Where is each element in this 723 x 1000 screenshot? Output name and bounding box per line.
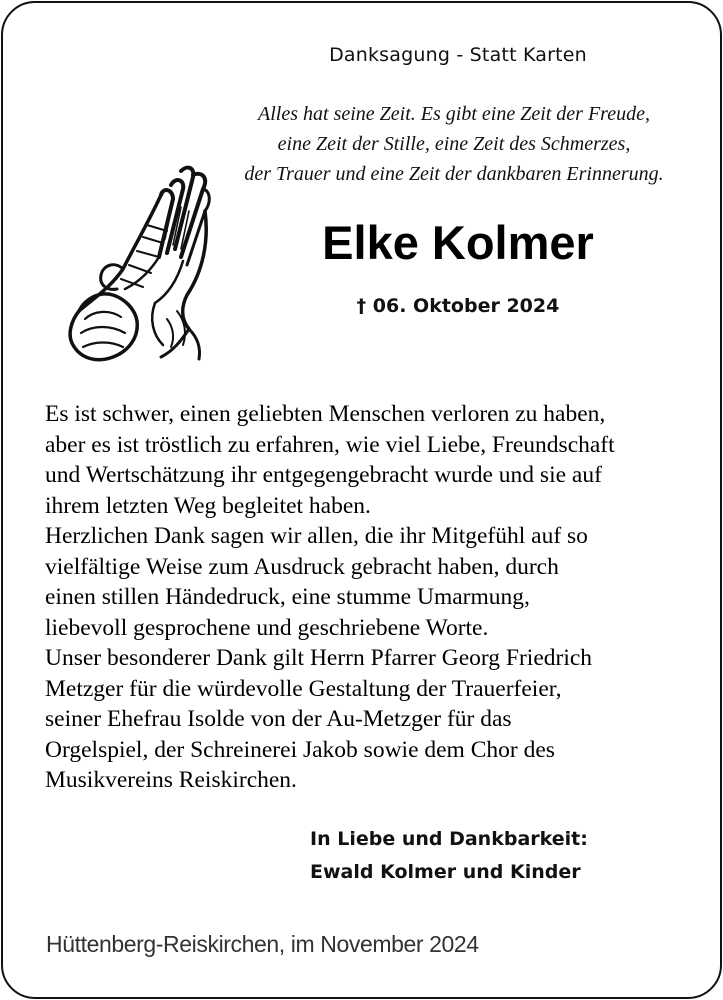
thank-you-text [45, 399, 705, 796]
praying-hands-icon [63, 161, 215, 367]
motto-line: eine Zeit der Stille, eine Zeit des Schmerzes, [277, 133, 631, 155]
body-line: Herzlichen Dank sagen wir allen, die ihr Mitgefühl auf so [45, 523, 588, 549]
body-line: Orgelspiel, der Schreinerei Jakob sowie dem Chor des [45, 736, 555, 763]
body-line: ihrem letzten Weg begleitet haben. [45, 492, 371, 519]
body-line: Metzger für die würdevolle Gestaltung der Trauerfeier, [45, 675, 562, 702]
place-date: Hüttenberg-Reiskirchen, im November 2024 [46, 931, 479, 957]
body-line: Es ist schwer, einen geliebten Menschen verloren zu haben, [45, 401, 606, 427]
body-line: liebevoll gesprochene und geschriebene Worte. [45, 614, 489, 641]
body-line: seiner Ehefrau Isolde von der Au-Metzger für das [45, 706, 512, 732]
body-line: Unser besonderer Dank gilt Herrn Pfarrer Georg Friedrich [45, 645, 593, 671]
deceased-name: Elke Kolmer [322, 216, 594, 269]
closing-phrase: In Liebe und Dankbarkeit: [310, 828, 588, 850]
body-line: aber es ist tröstlich zu erfahren, wie viel Liebe, Freundschaft [45, 431, 615, 458]
obituary-card [1, 1, 722, 999]
motto-line: der Trauer und eine Zeit der dankbaren Erinnerung. [244, 163, 664, 185]
family-signature: Ewald Kolmer und Kinder [310, 861, 581, 883]
signature-block [310, 823, 588, 889]
motto-line: Alles hat seine Zeit. Es gibt eine Zeit der Freude, [258, 103, 650, 125]
body-line: vielfältige Weise zum Ausdruck gebracht haben, durch [45, 553, 559, 580]
body-line: einen stillen Händedruck, eine stumme Umarmung, [45, 584, 530, 610]
motto-quote [213, 99, 695, 189]
notice-header: Danksagung - Statt Karten [329, 44, 587, 66]
body-line: und Wertschätzung ihr entgegengebracht wurde und sie auf [45, 462, 602, 488]
body-line: Musikvereins Reiskirchen. [45, 767, 297, 793]
death-date: † 06. Oktober 2024 [356, 295, 560, 317]
